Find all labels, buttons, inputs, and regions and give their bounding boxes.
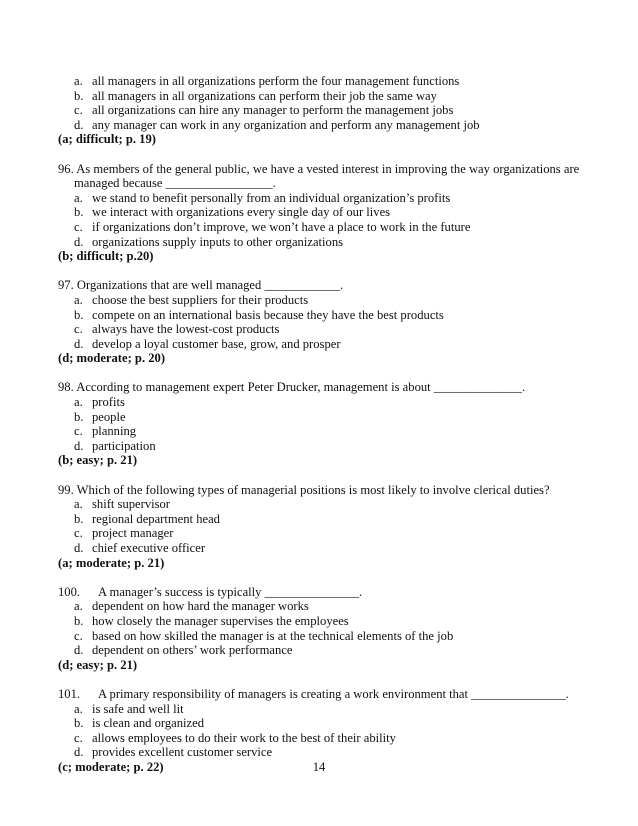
option-text: planning: [92, 424, 137, 439]
option-text: we interact with organizations every single day of our lives: [92, 205, 391, 220]
option-letter: a.: [74, 599, 83, 614]
option-letter: c.: [74, 424, 83, 439]
option-letter: c.: [74, 103, 83, 118]
option-text: allows employees to do their work to the best of their ability: [92, 730, 396, 745]
option-c: [74, 424, 588, 439]
option-text: compete on an international basis because they have the best products: [92, 307, 444, 322]
option-text: is clean and organized: [92, 716, 205, 731]
option-c: [74, 322, 588, 337]
option-letter: a.: [74, 497, 83, 512]
answer-key: (a; difficult; p. 19): [58, 132, 156, 147]
option-text: project manager: [92, 526, 174, 541]
answer-key: (b; easy; p. 21): [58, 453, 138, 468]
question-95-continued: [58, 74, 588, 147]
option-a: [74, 395, 588, 410]
option-letter: d.: [74, 234, 84, 249]
option-c: [74, 103, 588, 118]
option-text: how closely the manager supervises the employees: [92, 613, 349, 628]
option-letter: a.: [74, 292, 83, 307]
option-d: [74, 745, 588, 760]
answer-key: (b; difficult; p.20): [58, 249, 154, 264]
question-number: 98.: [58, 380, 74, 395]
option-letter: a.: [74, 701, 83, 716]
option-b: [74, 410, 588, 425]
option-d: [74, 118, 588, 133]
option-text: all managers in all organizations can perform their job the same way: [92, 88, 437, 103]
option-text: develop a loyal customer base, grow, and prosper: [92, 336, 341, 351]
option-d: [74, 235, 588, 250]
question-number: 99.: [58, 482, 74, 497]
option-text: profits: [92, 395, 125, 410]
option-a: [74, 191, 588, 206]
option-b: [74, 89, 588, 104]
question-number: 101.: [58, 686, 81, 701]
option-letter: d.: [74, 541, 84, 555]
option-text: regional department head: [92, 511, 220, 526]
option-b: [74, 308, 588, 323]
option-letter: b.: [74, 409, 84, 424]
option-b: [74, 205, 588, 220]
question-number: 97.: [58, 278, 74, 293]
option-text: based on how skilled the manager is at the technical elements of the job: [92, 628, 454, 643]
option-text: chief executive officer: [92, 541, 206, 555]
question-97: [58, 278, 588, 366]
answer-key: (c; moderate; p. 22): [58, 759, 164, 774]
option-a: [74, 497, 588, 512]
option-text: provides excellent customer service: [92, 745, 273, 760]
option-d: [74, 337, 588, 352]
question-99: [58, 483, 588, 571]
option-text: dependent on others’ work performance: [92, 643, 293, 658]
option-a: [74, 599, 588, 614]
option-letter: b.: [74, 307, 84, 322]
option-letter: d.: [74, 336, 84, 351]
option-letter: b.: [74, 716, 84, 731]
question-text: A manager’s success is typically _______________.: [98, 584, 363, 599]
option-a: [74, 293, 588, 308]
question-96: [58, 162, 588, 264]
option-c: [74, 629, 588, 644]
option-letter: c.: [74, 322, 83, 337]
option-letter: a.: [74, 74, 83, 88]
option-text: dependent on how hard the manager works: [92, 599, 309, 614]
question-stem: [58, 278, 588, 293]
option-letter: a.: [74, 395, 83, 410]
option-letter: c.: [74, 730, 83, 745]
question-text: As members of the general public, we have a vested interest in improving the way organizations are: [76, 161, 580, 176]
option-text: we stand to benefit personally from an individual organization’s profits: [92, 190, 451, 205]
option-letter: d.: [74, 745, 84, 760]
question-text: According to management expert Peter Drucker, management is about ______________.: [76, 380, 526, 395]
answer-key: (d; moderate; p. 20): [58, 351, 166, 366]
option-d: [74, 439, 588, 454]
question-100: [58, 585, 588, 673]
question-text-continued: managed because _________________.: [74, 176, 276, 191]
option-c: [74, 526, 588, 541]
option-d: [74, 643, 588, 658]
option-letter: b.: [74, 613, 84, 628]
option-text: organizations supply inputs to other organizations: [92, 234, 344, 249]
question-stem: [58, 380, 588, 395]
question-98: [58, 380, 588, 468]
option-b: [74, 512, 588, 527]
option-c: [74, 220, 588, 235]
option-letter: c.: [74, 219, 83, 234]
option-text: people: [92, 409, 126, 424]
option-letter: a.: [74, 190, 83, 205]
option-letter: d.: [74, 438, 84, 453]
question-stem: [58, 687, 588, 702]
answer-key: (d; easy; p. 21): [58, 657, 138, 672]
option-text: shift supervisor: [92, 497, 171, 512]
question-number: 96.: [58, 161, 74, 176]
option-text: all managers in all organizations perform the four management functions: [92, 74, 460, 88]
option-letter: d.: [74, 643, 84, 658]
option-letter: b.: [74, 205, 84, 220]
option-text: participation: [92, 438, 156, 453]
question-stem: [58, 585, 588, 600]
option-b: [74, 716, 588, 731]
option-letter: c.: [74, 628, 83, 643]
option-text: all organizations can hire any manager to perform the management jobs: [92, 103, 454, 118]
option-letter: d.: [74, 117, 84, 132]
question-stem: [58, 483, 588, 498]
document-page: [58, 74, 588, 775]
question-text: A primary responsibility of managers is creating a work environment that _______________.: [98, 686, 569, 701]
option-d: [74, 541, 588, 556]
option-letter: c.: [74, 526, 83, 541]
option-letter: b.: [74, 511, 84, 526]
option-text: always have the lowest-cost products: [92, 322, 280, 337]
option-text: if organizations don’t improve, we won’t have a place to work in the future: [92, 219, 471, 234]
answer-key: (a; moderate; p. 21): [58, 555, 165, 570]
question-text: Organizations that are well managed ____________.: [76, 278, 344, 293]
option-letter: b.: [74, 88, 84, 103]
option-a: [74, 702, 588, 717]
option-text: any manager can work in any organization and perform any management job: [92, 117, 480, 132]
option-c: [74, 731, 588, 746]
option-b: [74, 614, 588, 629]
page-number: 14: [312, 760, 326, 774]
option-a: [74, 74, 588, 89]
question-number: 100.: [58, 584, 81, 599]
question-text: Which of the following types of managerial positions is most likely to involve clerical duties?: [76, 482, 550, 497]
option-text: choose the best suppliers for their products: [92, 292, 309, 307]
question-stem: [58, 162, 588, 177]
option-text: is safe and well lit: [92, 701, 184, 716]
